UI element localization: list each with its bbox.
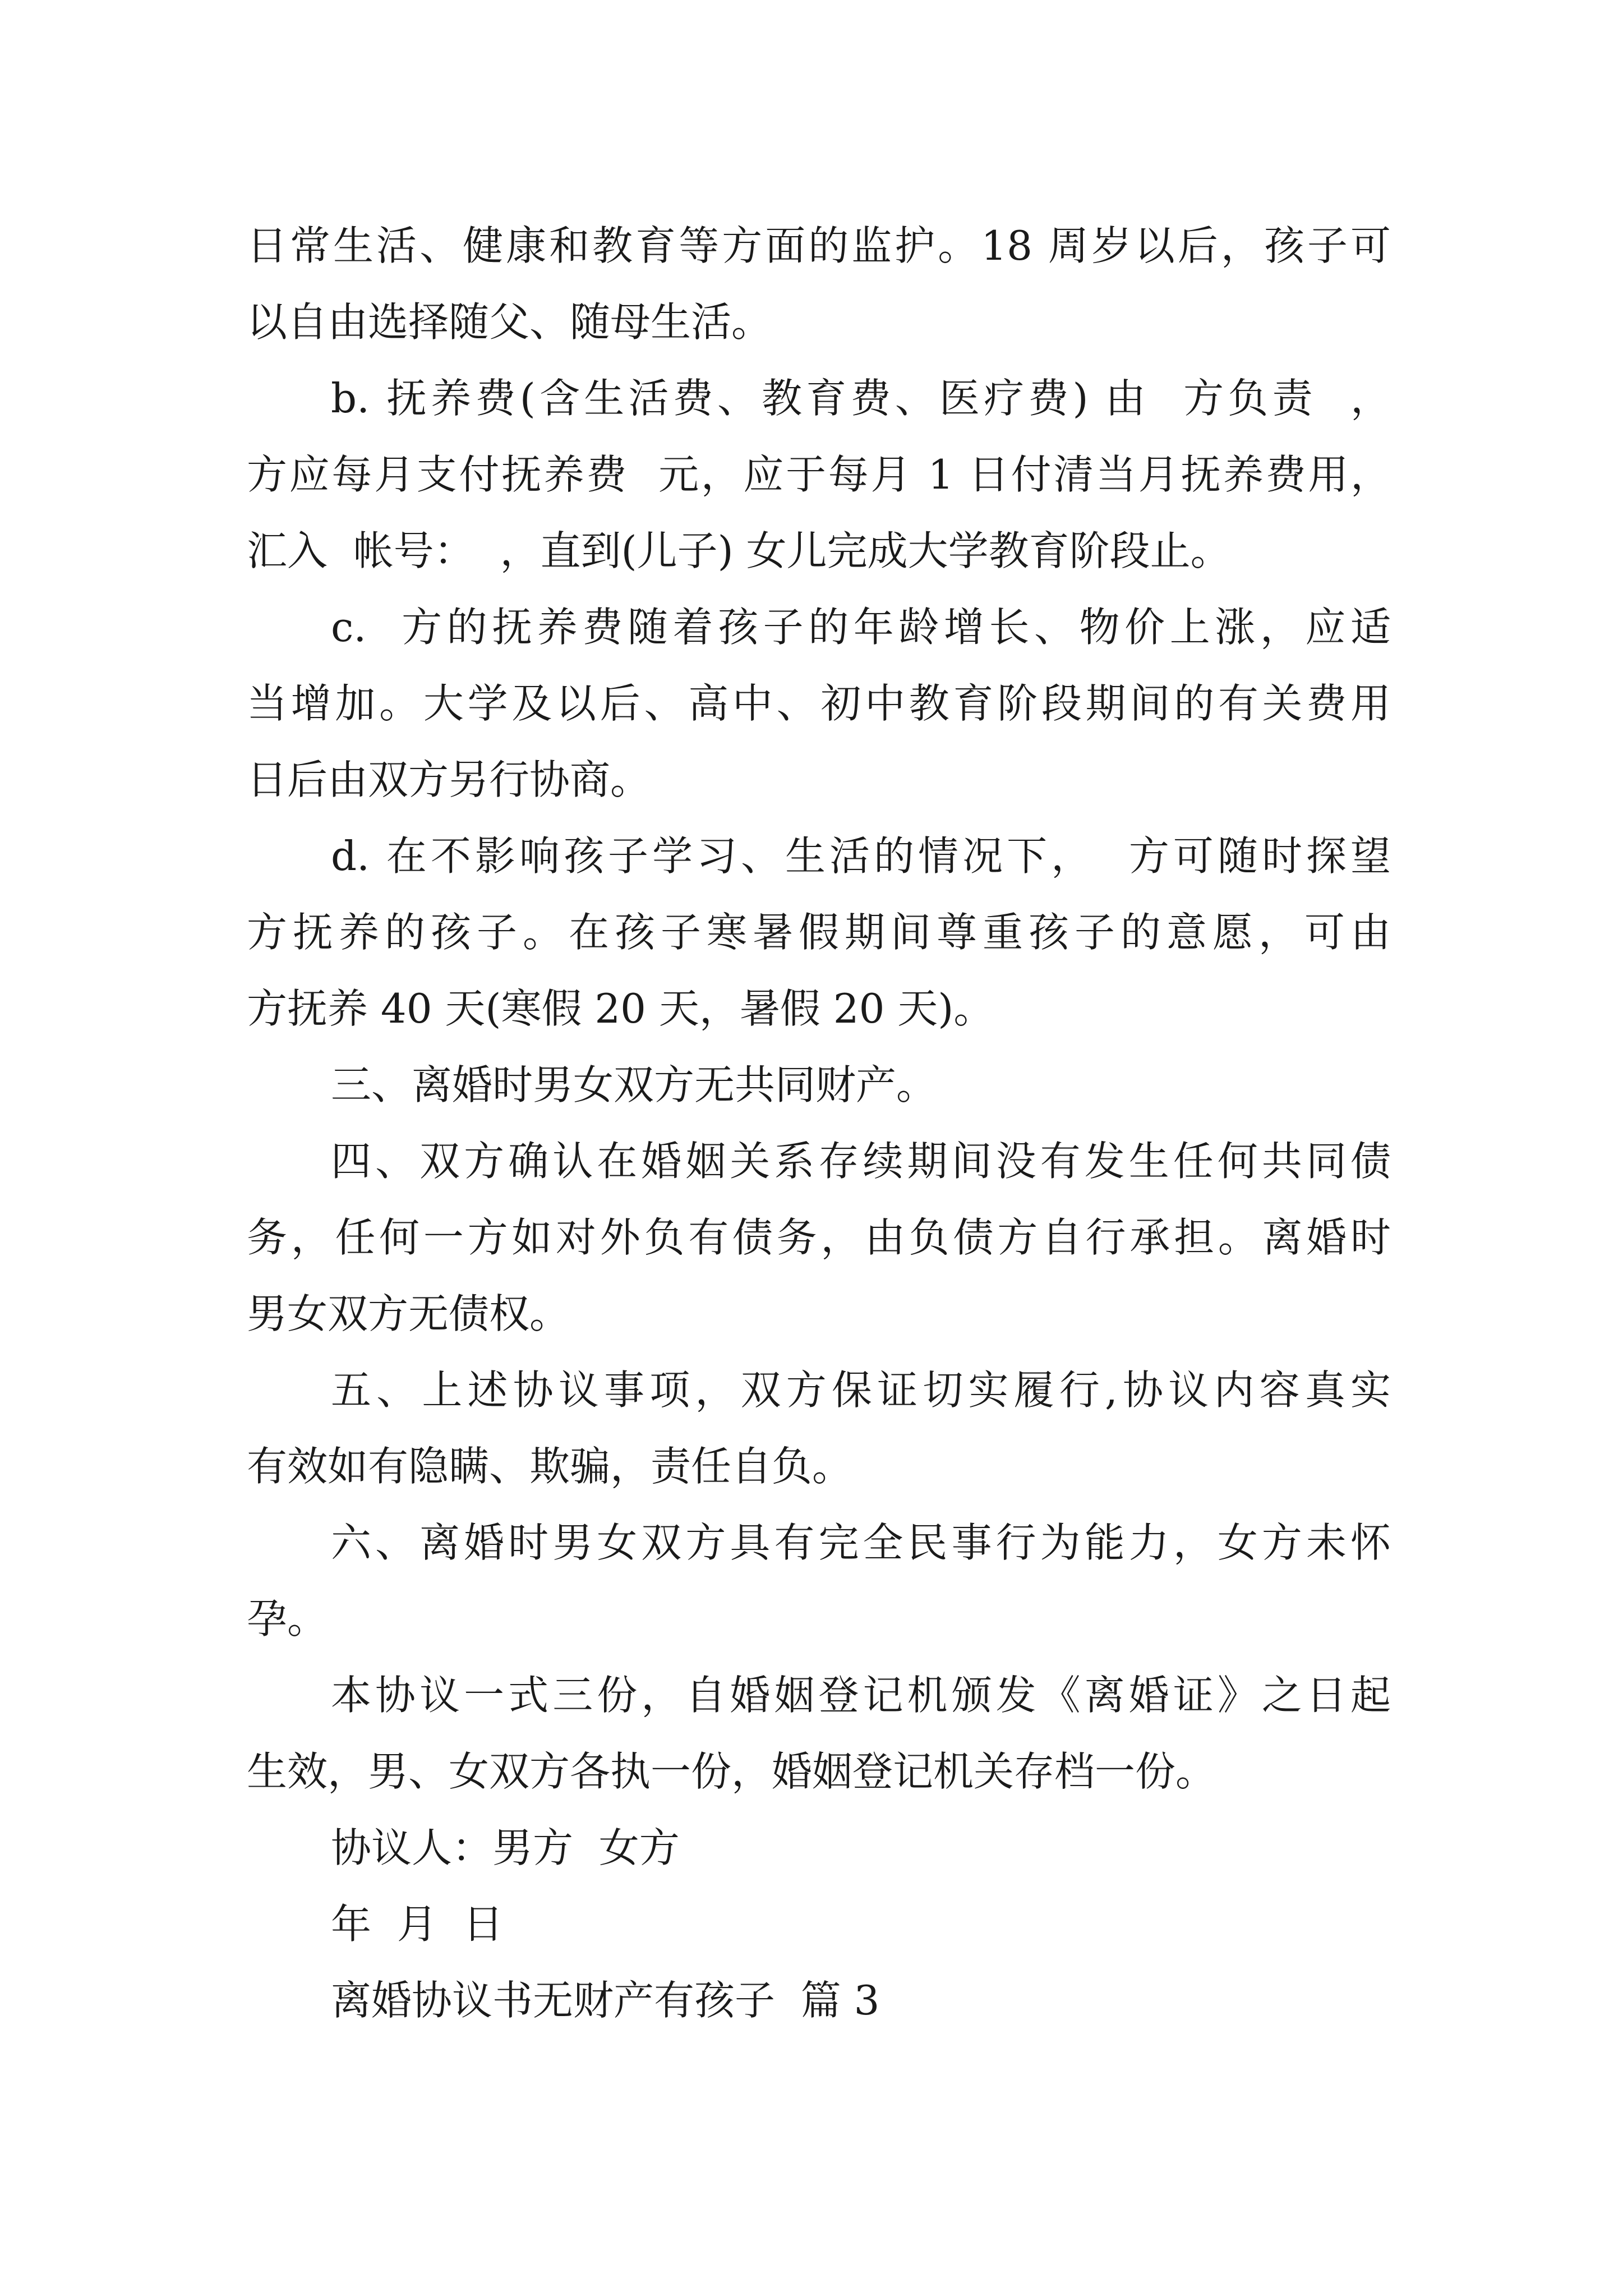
text-line: c. 方的抚养费随着孩子的年龄增长、物价上涨，应适 bbox=[331, 604, 1391, 651]
paragraph-p-guardianship-cont bbox=[247, 208, 1391, 360]
text-line: 本协议一式三份，自婚姻登记机颁发《离婚证》之日起 bbox=[331, 1672, 1391, 1719]
document-body bbox=[247, 208, 1391, 2039]
text-line: 以自由选择随父、随母生活。 bbox=[247, 298, 772, 346]
text-line: 五、上述协议事项，双方保证切实履行,协议内容真实 bbox=[331, 1366, 1391, 1414]
paragraph-p-section-6 bbox=[247, 1504, 1391, 1657]
text-line: 年 月 日 bbox=[331, 1901, 504, 1948]
paragraph-p-section-4 bbox=[247, 1123, 1391, 1352]
text-line: 男女双方无债权。 bbox=[247, 1290, 570, 1337]
text-line: 方抚养 40 天(寒假 20 天，暑假 20 天)。 bbox=[247, 985, 994, 1032]
text-line: 日后由双方另行协商。 bbox=[247, 756, 651, 803]
text-line: 生效，男、女双方各执一份，婚姻登记机关存档一份。 bbox=[247, 1748, 1216, 1795]
paragraph-p-section-5 bbox=[247, 1352, 1391, 1504]
text-line: 日常生活、健康和教育等方面的监护。18 周岁以后，孩子可 bbox=[247, 222, 1391, 269]
text-line: 方应每月支付抚养费 元，应于每月 1 日付清当月抚养费用， bbox=[247, 451, 1391, 498]
text-line: b. 抚养费(含生活费、教育费、医疗费) 由 方负责 ， bbox=[331, 375, 1391, 422]
text-line: 三、离婚时男女双方无共同财产。 bbox=[331, 1061, 937, 1108]
paragraph-p-item-c bbox=[247, 589, 1391, 818]
paragraph-p-signatories bbox=[247, 1810, 1391, 1886]
paragraph-p-copies bbox=[247, 1657, 1391, 1810]
text-line: 协议人：男方 女方 bbox=[331, 1824, 680, 1871]
text-line: 孕。 bbox=[247, 1595, 328, 1642]
text-line: 方抚养的孩子。在孩子寒暑假期间尊重孩子的意愿，可由 bbox=[247, 909, 1391, 956]
text-line: 六、离婚时男女双方具有完全民事行为能力，女方未怀 bbox=[331, 1519, 1391, 1566]
text-line: 四、双方确认在婚姻关系存续期间没有发生任何共同债 bbox=[331, 1138, 1391, 1185]
text-line: 务，任何一方如对外负有债务，由负债方自行承担。离婚时 bbox=[247, 1214, 1391, 1261]
paragraph-p-date bbox=[247, 1886, 1391, 1962]
paragraph-p-section-3 bbox=[247, 1047, 1391, 1123]
text-line: 汇入 帐号： ，直到(儿子) 女儿完成大学教育阶段止。 bbox=[247, 527, 1231, 574]
paragraph-p-item-b bbox=[247, 360, 1391, 589]
text-line: 离婚协议书无财产有孩子 篇 3 bbox=[331, 1977, 880, 2024]
paragraph-p-next-heading bbox=[247, 1962, 1391, 2039]
text-line: 当增加。大学及以后、高中、初中教育阶段期间的有关费用 bbox=[247, 680, 1391, 727]
text-line: 有效如有隐瞒、欺骗，责任自负。 bbox=[247, 1443, 853, 1490]
paragraph-p-item-d bbox=[247, 818, 1391, 1047]
text-line: d. 在不影响孩子学习、生活的情况下， 方可随时探望 bbox=[331, 832, 1391, 880]
